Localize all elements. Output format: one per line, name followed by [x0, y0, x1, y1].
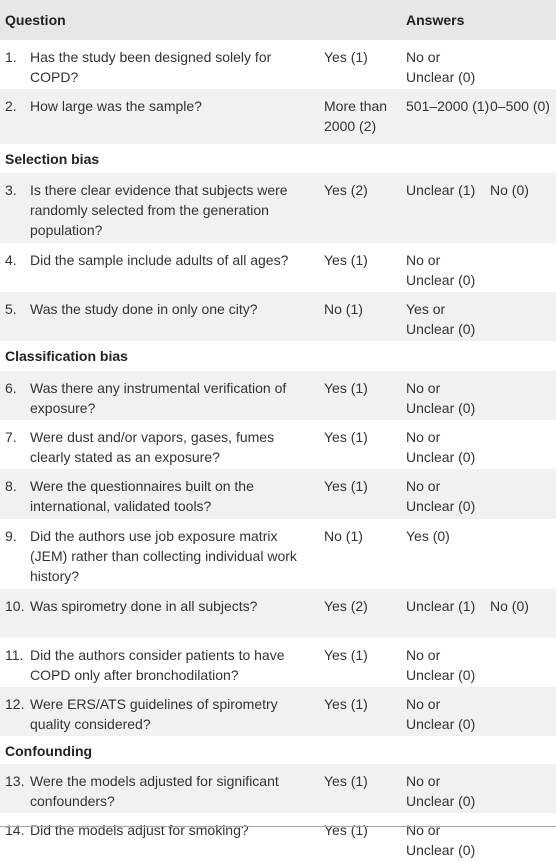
- answer-1: Yes (1): [324, 647, 368, 663]
- answer-2: No or Unclear (0): [406, 478, 476, 514]
- question-number: 13.: [5, 773, 25, 789]
- answer-1: Yes (1): [324, 478, 368, 494]
- answer-2: Yes (0): [406, 528, 450, 544]
- question-text: Did the sample include adults of all ages?: [30, 252, 289, 268]
- question-number: 4.: [5, 252, 17, 268]
- question-text: Were ERS/ATS guidelines of spirometry quality considered?: [30, 696, 278, 732]
- question-text: Was the study done in only one city?: [30, 301, 258, 317]
- question-number: 8.: [5, 478, 17, 494]
- answer-2: No or Unclear (0): [406, 647, 476, 683]
- answer-2: Unclear (1): [406, 598, 476, 614]
- section-header: [0, 144, 556, 173]
- answer-1: Yes (2): [324, 598, 368, 614]
- question-text: Did the authors use job exposure matrix (JEM) rather than collecting individual work history?: [30, 528, 297, 584]
- answer-2: No or Unclear (0): [406, 49, 476, 85]
- answer-1: Yes (1): [324, 429, 368, 445]
- section-title: Selection bias: [5, 151, 100, 167]
- answer-1: Yes (1): [324, 773, 368, 789]
- answer-1: No (1): [324, 528, 363, 544]
- answer-1: Yes (1): [324, 49, 368, 65]
- table-row: [0, 89, 556, 144]
- answer-1: Yes (1): [324, 252, 368, 268]
- question-text: Were the models adjusted for significant confounders?: [30, 773, 279, 809]
- answer-3: 0–500 (0): [490, 98, 550, 114]
- question-number: 3.: [5, 182, 17, 198]
- answer-1: Yes (1): [324, 696, 368, 712]
- question-number: 14.: [5, 822, 25, 838]
- answer-2: No or Unclear (0): [406, 429, 476, 465]
- section-title: Confounding: [5, 743, 93, 759]
- answer-2: Unclear (1): [406, 182, 476, 198]
- answer-1: No (1): [324, 301, 363, 317]
- table-row: [0, 40, 556, 89]
- question-text: How large was the sample?: [30, 98, 202, 114]
- table-row: [0, 638, 556, 687]
- table-row: [0, 173, 556, 243]
- answer-2: Yes or Unclear (0): [406, 301, 476, 337]
- question-number: 6.: [5, 380, 17, 396]
- answer-2: 501–2000 (1): [406, 98, 490, 114]
- bottom-rule: [0, 826, 556, 827]
- question-text: Were the questionnaires built on the international, validated tools?: [30, 478, 254, 514]
- question-number: 2.: [5, 98, 17, 114]
- header-answers: Answers: [406, 12, 465, 28]
- question-text: Did the authors consider patients to have COPD only after bronchodilation?: [30, 647, 285, 683]
- table-row: [0, 813, 556, 862]
- answer-2: No or Unclear (0): [406, 380, 476, 416]
- question-text: Is there clear evidence that subjects were randomly selected from the generation population?: [30, 182, 288, 238]
- section-header: [0, 341, 556, 371]
- question-text: Was there any instrumental verification of exposure?: [30, 380, 287, 416]
- table-header: [0, 0, 556, 41]
- question-number: 9.: [5, 528, 17, 544]
- table-row: [0, 589, 556, 638]
- answer-1: Yes (2): [324, 182, 368, 198]
- table-row: [0, 292, 556, 341]
- table-row: [0, 764, 556, 813]
- question-number: 12.: [5, 696, 25, 712]
- table-row: [0, 519, 556, 589]
- question-text: Was spirometry done in all subjects?: [30, 598, 258, 614]
- answer-2: No or Unclear (0): [406, 252, 476, 288]
- answer-3: No (0): [490, 598, 529, 614]
- question-number: 11.: [5, 647, 24, 663]
- header-question: Question: [5, 12, 66, 28]
- answer-1: Yes (1): [324, 380, 368, 396]
- table-row: [0, 687, 556, 736]
- section-header: [0, 736, 556, 764]
- question-number: 1.: [5, 49, 17, 65]
- question-number: 7.: [5, 429, 17, 445]
- section-title: Classification bias: [5, 348, 128, 364]
- answer-2: No or Unclear (0): [406, 696, 476, 732]
- answer-3: No (0): [490, 182, 529, 198]
- question-number: 5.: [5, 301, 17, 317]
- table-row: [0, 243, 556, 292]
- table-row: [0, 420, 556, 469]
- question-number: 10.: [5, 598, 25, 614]
- question-text: Were dust and/or vapors, gases, fumes clearly stated as an exposure?: [30, 429, 275, 465]
- question-text: Has the study been designed solely for COPD?: [30, 49, 272, 85]
- answer-1: Yes (1): [324, 822, 368, 838]
- question-text: Did the models adjust for smoking?: [30, 822, 249, 838]
- answer-2: No or Unclear (0): [406, 822, 476, 858]
- table-row: [0, 371, 556, 420]
- answer-2: No or Unclear (0): [406, 773, 476, 809]
- answer-1: More than 2000 (2): [324, 98, 388, 134]
- table-row: [0, 469, 556, 519]
